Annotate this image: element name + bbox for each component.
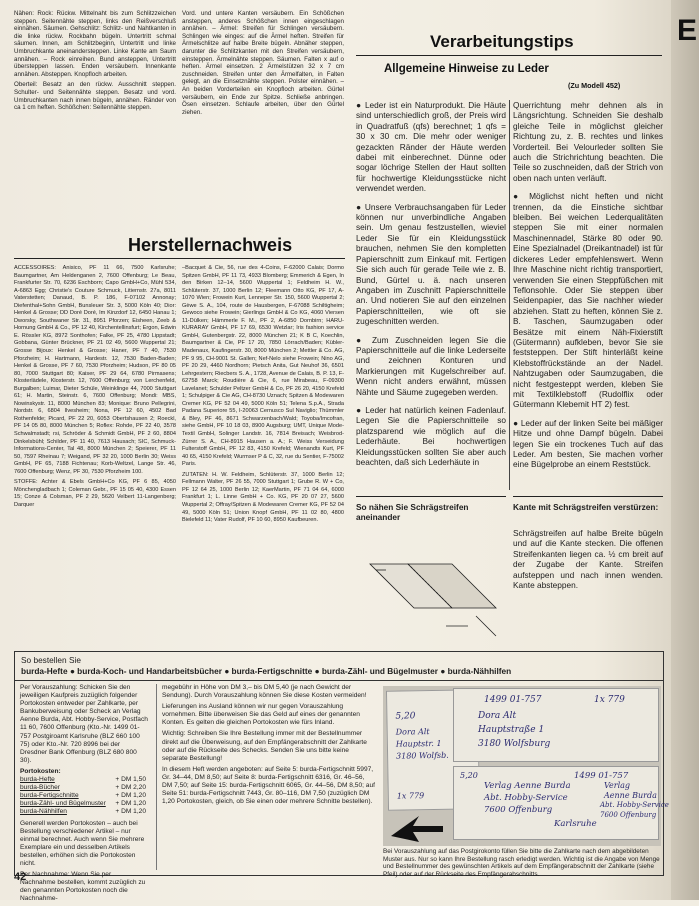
leder-tip-3: ● Zum Zuschneiden legen Sie die Papierschnitteile auf die linke Lederseite und zeichnen Konturen und Markierungen mit Kugelschreiber auf. Wenn nicht anders erwähnt, müssen Nähte und Säume zugegeben werden. [356,334,506,397]
porto-item-price: + DM 2,20 [115,784,146,792]
porto-label: Portokosten: [20,767,61,775]
porto-general-text: Generell werden Portokosten – auch bei Bestellung verschiedener Artikel – nur einmal berechnet. Auch wenn Sie mehrere Exemplare ein und desselben Artikels bestellen, erhöhen sich die Portokosten nicht. [20,819,145,867]
porto-row [20,808,146,816]
kante-title: Kante mit Schrägstreifen verstürzen: [513,502,659,512]
verarbeitung-title: Verarbeitungstips [430,32,574,51]
leder-tip-5: ● Möglichst nicht heften und nicht trennen, da die Einstiche sichtbar bleiben. Bei weichen Lederqualitäten steppen Sie mit einer normalen Maschinennadel, Stärke 80 oder 90. Eine Spezialnadel (Dreikantnadel) ist für dickeres Leder empfehlenswert. Wenn Ihre Maschine nicht richtig transportiert, verwenden Sie einen Steppfüßchen mit Teflonsohle. Oder Sie steppen über Seidenpapier, das Sie nachher wieder abziehen. Statt zu heften, können Sie z. B. Taschen, Saumzugaben oder Besätze mit einem Näh-Fixierstift (Gütermann) aufkleben, bevor Sie sie feststeppen. Der Stift hinterläßt keine Klebstoffrückstände an der Nadel. Nahtzugaben oder Saumzugaben, die nicht festgesteppt werden, kleben Sie mit Textilklebstoff (Rudolflix oder Gütermann Klebemit HT 2) fest. [513,191,663,410]
arrow-icon [383,686,661,846]
schraeg-rule [356,496,506,497]
leder-tip-1: ● Leder ist ein Naturprodukt. Die Häute sind unterschiedlich groß, der Preis wird in Quadratfuß (qfs) berechnet; 1 qfs = 30 x 30 cm. Die mehr oder weniger gezackten Ränder der Häute werden dabei mit einberechnet. Dünne oder sogar löchrige Stellen der Haut sollten für hochwertige Kleidungsstücke nicht verwendet werden. [356,100,506,194]
order-header [15,652,663,681]
schraeg-title: So nähen Sie Schrägstreifen aneinander [356,502,469,522]
stoffe-list: STOFFE: Achter & Ebels GmbH+Co KG, PF 6 85, 4050 Mönchengladbach 1; Coleman Gebr., PF 15 05 40, 4300 Essen 15; Conze & Colsman, PF 2 29, 5620 Velbert 11-Langenberg; Darquer [14,479,176,508]
order-product-line: burda-Hefte ● burda-Koch- und Handarbeitsbücher ● burda-Fertigschnitte ● burda-Zähl- und Bügelmuster ● burda-Nähhilfen [21,666,512,676]
slip-karlsruhe: Karlsruhe [554,819,597,829]
zutaten-list: ZUTATEN: H. W. Feldheim, Schlüterstr. 37, 1000 Berlin 12; Fellmann Walter, PF 26 55, 7000 Stuttgart 1; Grube R. W + Co, PF 12 64 25, 1000 Berlin 12; KaerMartin, PF 71 04 64, 6000 Frankfurt 1; L. Linne GmbH + Co. KG, PF 20 07 27, 5600 Wuppertal 2; Offray/Spitzen & Modewaren Cremer KG, PF 52 04 49, 5000 Köln 51; Union Knopf GmbH, PF 11 02 80, 4800 Bielefeld 11; Vater Rudolf, PF 10 60, 8950 Kaufbeuren. [182,471,344,524]
slip-qty-top: 1x 779 [594,695,625,705]
porto-item-label: burda-Fertigschnitte [20,792,79,800]
hersteller-rule [14,258,345,259]
nachnahme-cont: megebühr in Höhe von DM 3,– bis DM 5,40 (je nach Gewicht der Sendung). Durch Vorauszahlung können Sie diese Kosten vermeiden! [162,684,367,700]
slip-ort-2: 7600 Offenburg [600,811,657,819]
column-divider [509,100,510,490]
model-reference: (Zu Modell 452) [568,81,621,90]
slip-city: 3180 Wolfsb. [396,750,449,761]
naehen-oberteil-text: Oberteil: Besatz an den rückw. Ausschnitt steppen. Schulter- und Seitennähte steppen. Besatz und vord. Umbruchkanten nach innen bügeln, annähen. Ränder von ca 1 cm heften. Schößchen: Seitennähte steppen. [14,81,176,112]
leder-column-left [356,100,506,475]
porto-item-label: burda-Bücher [20,784,60,792]
porto-item-price: + DM 1,20 [115,808,146,816]
slip-name: Dora Alt [395,727,430,737]
slip-verlag-2: Verlag [604,781,631,790]
porto-item-price: + DM 1,20 [115,792,146,800]
bias-strip-diagram [356,556,511,644]
slip-konto-2: 1499 01-757 [574,771,629,781]
order-divider [156,684,157,870]
vorauszahlung-text: Per Vorauszahlung: Schicken Sie den jeweiligen Kaufpreis zuzüglich folgender Portokosten entweder per Zahlkarte, per Bankuberweisung oder Scheck an Verlag Aenne Burda, Abt. Hobby-Service, Postfach 11 60, 7600 Offenburg (Kto.-Nr. 1499 01-757 Postgiroamt Karlsruhe (BLZ 660 100 75) oder Kto.-Nr. 720 8996 bei der Dresdner Bank Offenburg (BLZ 680 800 30). [20,684,148,764]
hersteller-title: Herstellernachweis [128,235,293,255]
porto-item-price: + DM 1,50 [115,776,146,784]
edge-letter: E [676,14,697,47]
leder-subtitle: Allgemeine Hinweise zu Leder [384,63,549,75]
zahlkarte-photo [383,686,669,846]
porto-row [20,784,146,792]
order-column-2 [162,684,376,809]
slip-sender-city: 3180 Wolfsburg [478,739,551,749]
stoffe-list-cont: –Bacquet & Cie, 56, rue des 4-Coins, F-62000 Calais; Dormo Spitzen GmbH, PF 11 73, 4933 Blomberg; Emmerich & Egen, In den Birken 12–14, 5600 Wuppertal 1; Feldheim H. W., Schlüterstr. 37, 1000 Berlin 12; Fleemann Otto KG, PF 17, A-1070 Wien; Frowein Kurt, Lenneper Str. 150, 5600 Wuppertal 2; Gèwe S. A., 104, route de Hausbergen, F-67088 Schiltigheim; Gewoco siehe Frowein; Gierlings GmbH & Co KG, 4060 Viersen 11-Dülken; Hämmerle F. M., PF 2, A-6850 Dornbirn; HARU-KURARAY GmbH, PF 17 69, 6530 Wetzlar; Iris fashion service GmbH, Gutenbergstr. 22, 8000 München 21; K B C, Koechlin, Baumgartner & Cie, PF 17 20, 7850 Lörrach/Baden; Kübler-Madenaux, Kaufingerstr. 30, 8000 München 2; Mettler & Co. AG, PF 9 95, CH-9001 St. Gallen; Nef-Nelo siehe Frowein; Nino AG, PF 20 29, 4460 Nordhorn; Pietsch Anita, Gut Neuhof 36, 6501 Lehrgestern; Riecbers S. A., 1728, Avenue de Calais, B. P. 13, F-62758 Marck; Roudière & Cie, 6, rue Mirabeau, F-09300 Lavelanet; Schulder Peltzer GmbH & Co, PF 26 20, 4150 Krefeld 1; Schulpiger & Cie AG, CH-8730 Uznach; Spitzen & Modewaren Cremer KG, PF 52 04 49, 5000 Köln 51; Telena S.p.A., Strada Padana Superiore 55, I-20063 Cernusco Sul Naviglio; Thümmler & Bley, PF 46, 8671 Schwarzenbach/Wald; Toyoba/Imcofran, siehe GmbH, PF 10 18 03, 8900 Augsburg; UMT, Unique Mode-Textil GmbH, Solinger Landstr. 16, 7814 Breisach; Weisbrod-Zürrer S. A., CH-8915 Hausen a. A.; F. Weiss Verseidung Fulterstoff GmbH, PF 12 83, 4150 Krefeld; Wienandts Kurt, PF 40 65, 4150 Krefeld; Wurmser P & C, 32, rue du Sentier, F-75002 Paris. [182,265,344,468]
slip-sender-name: Dora Alt [478,711,517,721]
slip-konto: 1499 01-757 [484,695,542,705]
kante-text: Schrägstreifen auf halbe Breite bügeln und auf die Kante stecken. Die offenen Streifenkanten liegen ca. ½ cm breit auf der Zugabe der Kante. Streifen aufsteppen und nach innen wenden. Kante absteppen. [513,528,663,591]
porto-row [20,800,146,808]
accessoires-list: ACCESSOIRES: Anisico, PF 11 66, 7500 Karlsruhe; Baumgartner, Am Heldenganen 2, 7600 Offenburg; Le Beau, Frankfurter Str. 70, 6236 Eschborn; Capo GmbH+Co, Mühl 534, A-6863 Egg; Christie's Couture Schmuck, Litiernstr. 27a, 8011 Vaterstetten; Danaud, B. P. 186, F-07102 Annonay; Diefenthal+Sohn GmbH, Bunsleuer Str. 3, 5000 Köln 40; Dior: Henkel & Grosse; DD Doré Doré, Im Kinzdorf 12, 6450 Hanau 1; Dworsky, Southwaner Str. 31, 8951 Pforzen; Eisheen, Zeeb & Hornung GmbH & Co., PF 12 40, Kirchentellinsfurt; Ergon, Edwin E. Rössler KG, 8972 Sonthofen; Falke, PF 25, 4780 Lippstadt; Gobbana, Günter Brückner, PF 21 02 49, 5600 Wuppertal 21; Grosse Bijoux: Henkel & Grosse; Haner, PF 7 40, 7530 Pforzheim; H. Hartmann, Hardestr. 12, 7530 Baden-Baden; Henkel & Grosse, PF 7 60, 7530 Pforzheim; Hudson, PF 80 05 80, 7000 Stuttgart 80; Kaiser, PF 29 64, 6780 Pirmasens; Klosterlädele, Klosterstr. 12, 7600 Offenburg; von Lerchenfeld, Burgalben; Luimar, Dieter Schüle, Weinklinge 44, 7000 Stuttgart 61; H. Martin, Steinstr. 6, 7600 Offenburg; Mondi: MBS, Nowinskystr. 11, 8000 München 83; Monique: Bruno Pellegrini, Nordstr. 6, 6804 Ilvesheim; Nona, PF 12 60, 4502 Bad Rothenfelde; Picard, PF 22 20, 6053 Obertshausen 2; Roeckl, PF 14 05 80, 8000 München 5; Roflex: Rohde, PF 22 40, 3578 Schwalmstadt; rsi, Schröder & Schmidt GmbH, PF 2 60, 8804 Dinkelsbühl; Schilder, PF 11 40, 7613 Hausach; SIC, Schmuck-Informations-Center, Tal 48, 8000 München 2; Speierer, PF 11 50, 7597 Rheinau 7; Weigand, PF 32 20, 1000 Berlin 30; Weiss GmbH, PF 65, 7188 Fichtenau; Korb-Weltzel, Lange Str. 46, 7600 Offenburg; Wenz, PF 30, 7530 Pforzheim 100. [14,265,176,475]
wichtig-text: Wichtig: Schreiben Sie Ihre Bestellung immer mit der Bestellnummer direkt auf die Überweisung, auf den Empfängerabschnitt der Zahlkarte oder auf die Rückseite des Schecks. Senden Sie uns bitte keine separate Bestellung! [162,730,367,762]
porto-item-label: burda-Nähhilfen [20,808,67,816]
angebot-text: In diesem Heft werden angeboten: auf Seite 5: burda-Fertigschnitt 5997, Gr. 34–44, DM 8,50; auf Seite 8: burda-Fertigschnitt 6316, Gr. 46–56, DM 7,50; auf Seite 15: burda-Fertigschnitt 6065, Gr. 44–56, DM 8,50; auf Seite 51: burda-Fertigschnitt 7443, Gr. 80–116, DM 7,50 (zuzüglich DM 1,20 Portokosten, gleich, ob Sie einen oder mehrere Schnitte bestellen). [162,765,375,806]
naehen-column-2 [182,10,344,119]
hersteller-column-2 [182,265,344,528]
page-number: 42 [14,871,27,883]
kante-rule [513,496,663,497]
naehen-column-1 [14,10,176,115]
porto-item-label: burda-Hefte [20,776,55,784]
nachnahme-text: Per Nachnahme: Wenn Sie per Nachnahme bestellen, kommt zuzüglich zu den genannten Portokosten noch die Nachnahme- [20,871,146,903]
naehen-aermel-text: Vord. und untere Kanten versäubern. Ein Schößchen ansteppen, anderes Schößchen innen eingeschlagen annähen. – Ärmel: Streifen für Schlingen versäubern. Schlingen wie einges: auf die Ärmel heften. Streifen für Ärmelschlitze auf halbe Breite bügeln. Abnäher steppen, darunter die Schlitzkanten mit den Streifen versäubern, einsteppen. Ärmelnähte steppen. Säumen. Falten x auf o heften. Ärmel einsetzen. 2 Ärmelstützen 32 x 7 cm zuschneiden. Streifen unter den Ärmelfalten, in Falten gelegt, an die Einsetznähte steppen. Polster einnähen. – An beiden Vorderteilen ein Knopfloch arbeiten. Gürtel versäubern, ein Ende zur Spitze. Schließe anbringen. Ösen einsetzen. Schlaufe arbeiten, über den Gürtel ziehen. [182,10,344,116]
order-title: So bestellen Sie [21,655,81,665]
porto-row [20,776,146,784]
porto-row [20,792,146,800]
order-column-1 [20,684,148,906]
ausland-text: Lieferungen ins Ausland können wir nur gegen Vorauszahlung vornehmen. Bitte überweisen Sie das Geld auf eines der genannten Konten. Es gelten die gleichen Portokosten wie fürs Inland. [162,703,360,727]
leder-tip-4-cont: Querrichtung mehr dehnen als in Längsrichtung. Schneiden Sie deshalb gleiche Teile in möglichst gleicher Richtung zu, z. B. rechtes und linkes Vorderteil. Bei Velourleder sollten Sie auch die Strichrichtung beachten. Die Teile so zuschneiden, daß der Strich von oben nach unten verläuft. [513,100,663,183]
slip-ort: 7600 Offenburg [484,805,553,815]
slip-betrag: 5,20 [460,771,478,780]
slip-abt: Abt. Hobby-Service [484,793,568,803]
verarbeitung-rule [356,55,662,56]
naehen-rock-text: Nähen: Rock: Rückw. Mittelnaht bis zum Schlitzzeichen steppen. Seitennähte steppen, links den Reißverschluß einnähen. Säumen. Gehschlitz: Schlitz- und Nahtkanten in die linke rückw. Rockbahn bügeln. Untertritt schmal säumen. Innen, am Schlitzbeginn, Untertritt und linke Umbruchkante aneinandersteppen. Linke Kante am Saum annähen. – Rock einreihen. Bund ansteppen, Untertritt übersteppen lassen. Enden versäubern. Innenkante annähen. Absteppen. Knopfloch arbeiten. [14,10,176,78]
slip-abt-2: Abt. Hobby-Service [600,801,669,809]
photo-caption: Bei Vorauszahlung auf das Postgirokonto füllen Sie bitte die Zahlkarte nach dem abgebildeten Muster aus. Nur so kann Ihre Bestellung rasch erledigt werden. Wichtig ist die Angabe von Menge und Bestellnummer des gewünschten Artikels auf dem Empfängerabschnitt der Zahlkarte (siehe Pfeil) oder auf der Rückseite des Empfängerabschnitts. [383,848,660,878]
slip-sender-street: Hauptstraße 1 [478,725,545,735]
next-page-edge [671,0,699,900]
leder-tip-6: ● Leder auf der linken Seite bei mäßiger Hitze und ohne Dampf bügeln. Dabei legen Sie ein trockenes Tuch auf das Leder. Am besten, Sie machen vorher eine Bügelprobe an einem Reststück. [513,417,663,470]
slip-verlag: Verlag Aenne Burda [484,781,571,791]
slip-aenne: Aenne Burda [604,791,657,800]
hersteller-column-1 [14,265,176,513]
slip-street: Hauptstr. 1 [395,738,442,749]
slip-amount: 5,20 [395,711,416,722]
leder-tip-4: ● Leder hat natürlich keinen Fadenlauf. Legen Sie die Papierschnitteile so platzsparend wie möglich auf die Lederhäute. Bei hochwertigen Kleidungsstücken sollten Sie aber auch beachten, daß sich Lederhäute in [356,404,506,467]
porto-item-price: + DM 1,20 [115,800,146,808]
leder-column-right [513,100,663,478]
leder-tip-2: ● Unsere Verbrauchsangaben für Leder können nur unverbindliche Angaben sein. Um genau festzustellen, wieviel Leder Sie für ein Kleidungsstück brauchen, nehmen Sie den kompletten Papierschnitt zum Einkauf mit. Fertigen Sie sich auch für gerade Teile wie z. B. Bund, Gürtel u. ä. nach unseren Angaben im Zuschnitt Papierschnitteile an. Und notieren Sie auf den einzelnen Papierschnitteilen, wie oft sie zugeschnitten werden. [356,201,506,327]
slip-qty: 1x 779 [396,791,425,801]
porto-item-label: burda-Zähl- und Bügelmuster [20,800,106,808]
